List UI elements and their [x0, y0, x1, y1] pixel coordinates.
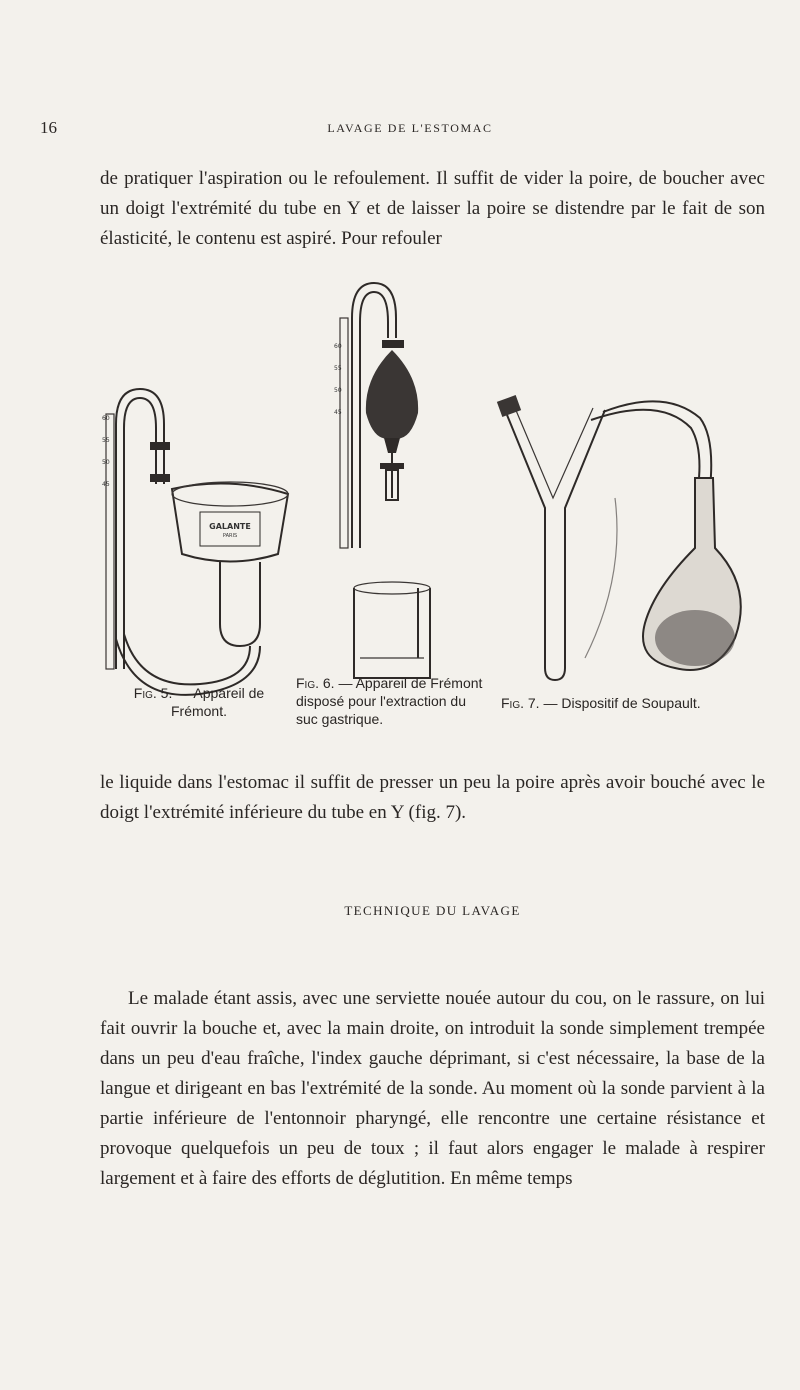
u-tube [124, 634, 250, 684]
paragraph-middle: le liquide dans l'estomac il suffit de presser un peu la poire après avoir bouché avec le doigt l'extrémité inférieure du tube en Y (fig. 7). [100, 772, 765, 823]
scale-label: 45 [102, 481, 110, 488]
running-title: LAVAGE DE L'ESTOMAC [327, 121, 493, 135]
bowl-stem [220, 562, 260, 646]
figure-7-label: Fig. 7. [501, 695, 540, 711]
figure-6-label: Fig. 6. [296, 675, 335, 691]
stamp-text: GALANTE [209, 522, 251, 531]
figure-7-illustration [495, 398, 755, 690]
scale-rod [106, 414, 114, 669]
scale-label: 45 [334, 409, 342, 416]
figure-5-caption [106, 684, 292, 720]
siphon-tube-inner [124, 398, 156, 669]
scale-label: 60 [334, 343, 342, 350]
rubber-bulb [366, 350, 418, 439]
figure-7-caption [501, 694, 751, 712]
paragraph-bottom: Le malade étant assis, avec une serviette nouée autour du cou, on le rassure, on lui fait ouvrir la bouche et, avec la main droite, on introduit la sonde simplement trempée dans un peu d'eau fraîche, l'index gauche déprimant, si c'est nécessaire, la base de la langue et dirigeant en bas l'extrémité de la sonde. Au moment où la sonde parvient à la partie inférieure de l'entonnoir pharyngé, elle rencontre une certaine résistance et provoque quelquefois un peu de toux ; il faut alors engager le malade à respirer largement et à faire des efforts de déglutition. En même temps [100, 988, 765, 1189]
figure-5-illustration [100, 384, 300, 684]
figure-6-illustration [330, 278, 470, 678]
rubber-hose [603, 401, 711, 488]
tube-clamp-lower [150, 474, 170, 482]
scale-label: 55 [334, 365, 342, 372]
scale-label: 60 [102, 415, 110, 422]
scale-label: 50 [334, 387, 342, 394]
tube-clamp [150, 442, 170, 450]
page-header [40, 118, 780, 142]
stamp-subtext: PARIS [222, 533, 238, 539]
y-tube [505, 410, 605, 680]
figure-6-caption-text: — Appareil de Frémont disposé pour l'extraction du suc gastrique. [296, 675, 483, 727]
figure-7-caption-text: — Dispositif de Soupault. [543, 695, 701, 711]
scale-label: 55 [102, 437, 110, 444]
figure-5-caption-text: — Appareil de Frémont. [170, 685, 265, 719]
paragraph-top: de pratiquer l'aspiration ou le refoulement. Il suffit de vider la poire, de boucher avec un doigt l'extrémité du tube en Y et de laisser la poire se distendre par le fait de son élasticité, le contenu est aspiré. Pour refouler [100, 168, 765, 249]
figure-6-caption [296, 674, 490, 728]
section-heading: TECHNIQUE DU LAVAGE [344, 903, 521, 918]
figure-5-label: Fig. 5. [133, 685, 173, 701]
page-number: 16 [40, 118, 57, 137]
scale-rod [340, 318, 348, 548]
scale-label: 50 [102, 459, 110, 466]
